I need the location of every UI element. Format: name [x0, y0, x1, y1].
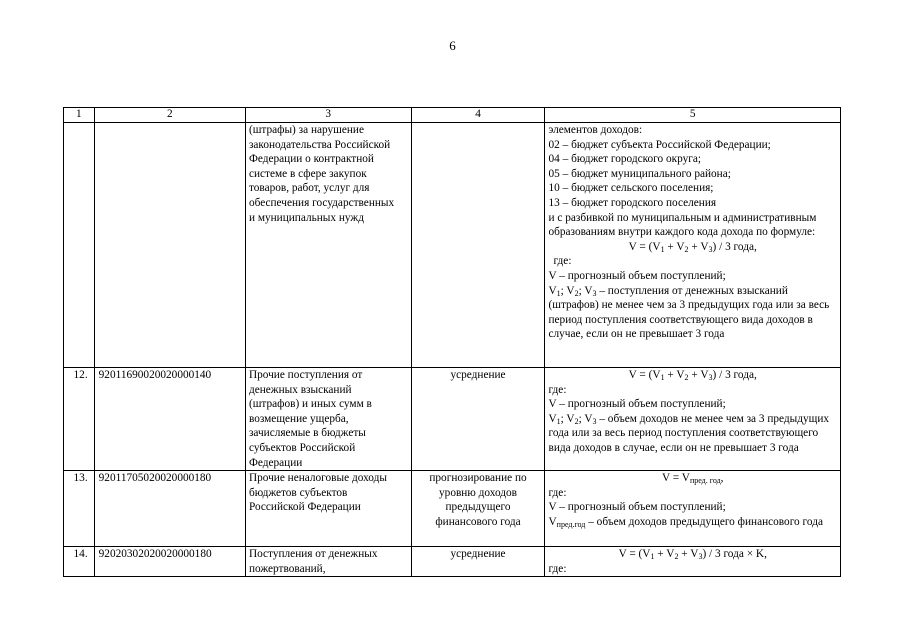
table-row [64, 123, 841, 368]
where-label: где: [548, 383, 567, 396]
row-number-cell: 14. [64, 547, 95, 577]
where-label: где: [553, 255, 572, 268]
formula: $V = V_{пред. год}$, [662, 472, 724, 486]
calc-text: 04 – бюджет городского округа; [548, 153, 702, 166]
calculation-cell [545, 547, 841, 577]
code-cell: 92011690020020000140 [94, 368, 245, 471]
revenue-name: Прочие неналоговые доходы бюджетов субъектов Российской Федерации [248, 472, 387, 514]
column-header: 3 [245, 108, 411, 123]
calculation-cell [545, 123, 841, 368]
formula: $V = (V_1 + V_2 + V_3) / 3$ года × K, [618, 548, 767, 562]
page-number: 6 [449, 38, 456, 53]
code-cell [94, 123, 245, 368]
name-cell [245, 123, 411, 368]
name-cell [245, 547, 411, 577]
definition: $V_1$; $V_2$; $V_3$ – поступления от денежных взысканий (штрафов) не менее чем за 3 предыдущих года или за весь период поступления соответствующего вида доходов в случае, если он не превышает 3 года [548, 284, 830, 341]
definition: V – прогнозный объем поступлений; [548, 269, 726, 282]
revenue-forecast-table [63, 107, 841, 577]
where-label: где: [548, 562, 567, 575]
table-row [64, 547, 841, 577]
formula: $V = (V_1 + V_2 + V_3) / 3$ года, [628, 369, 757, 382]
table-header-row [64, 108, 841, 123]
calculation-cell [545, 368, 841, 471]
table-row [64, 471, 841, 547]
method-cell: усреднение [411, 547, 545, 577]
where-label: где: [548, 486, 567, 499]
name-cell [245, 368, 411, 471]
method-cell: прогнозирование по уровню доходов предыдущего финансового года [411, 471, 545, 547]
column-header: 1 [64, 108, 95, 123]
method-cell: усреднение [411, 368, 545, 471]
definition: $V_{пред.год}$ – объем доходов предыдущего финансового года [548, 515, 823, 529]
calculation-cell [545, 471, 841, 547]
revenue-name: (штрафы) за нарушение законодательства Российской Федерации о контрактной системе в сфере закупок товаров, работ, услуг для обеспечения государственных и муниципальных нужд [248, 124, 395, 224]
table-row [64, 368, 841, 471]
calc-text: 02 – бюджет субъекта Российской Федерации; [548, 138, 771, 151]
calc-text: 10 – бюджет сельского поселения; [548, 182, 714, 195]
row-number-cell: 13. [64, 471, 95, 547]
code-cell: 92020302020020000180 [94, 547, 245, 577]
formula: $V = (V_1 + V_2 + V_3) / 3$ года, [628, 240, 757, 254]
calc-text: 05 – бюджет муниципального района; [548, 167, 731, 180]
row-number-cell: 12. [64, 368, 95, 471]
column-header: 5 [545, 108, 841, 123]
definition: V – прогнозный объем поступлений; [548, 398, 726, 411]
code-cell: 92011705020020000180 [94, 471, 245, 547]
column-header: 4 [411, 108, 545, 123]
definition: $V_1$; $V_2$; $V_3$ – объем доходов не менее чем за 3 предыдущих года или за весь период поступления соответствующего вида доходов в случае, если он не превышает 3 года [548, 412, 830, 454]
definition: V – прогнозный объем поступлений; [548, 501, 726, 514]
method-cell [411, 123, 545, 368]
calc-text: и с разбивкой по муниципальным и административным образованиям внутри каждого кода дохода по формуле: [548, 211, 817, 239]
revenue-name: Поступления от денежных пожертвований, [248, 548, 378, 575]
column-header: 2 [94, 108, 245, 123]
revenue-name: Прочие поступления от денежных взысканий (штрафов) и иных сумм в возмещение ущерба, зачисляемые в бюджеты субъектов Российской Федерации [248, 369, 372, 469]
name-cell [245, 471, 411, 547]
row-number-cell [64, 123, 95, 368]
calc-text: элементов доходов: [548, 124, 643, 136]
calc-text: 13 – бюджет городского поселения [548, 196, 717, 209]
